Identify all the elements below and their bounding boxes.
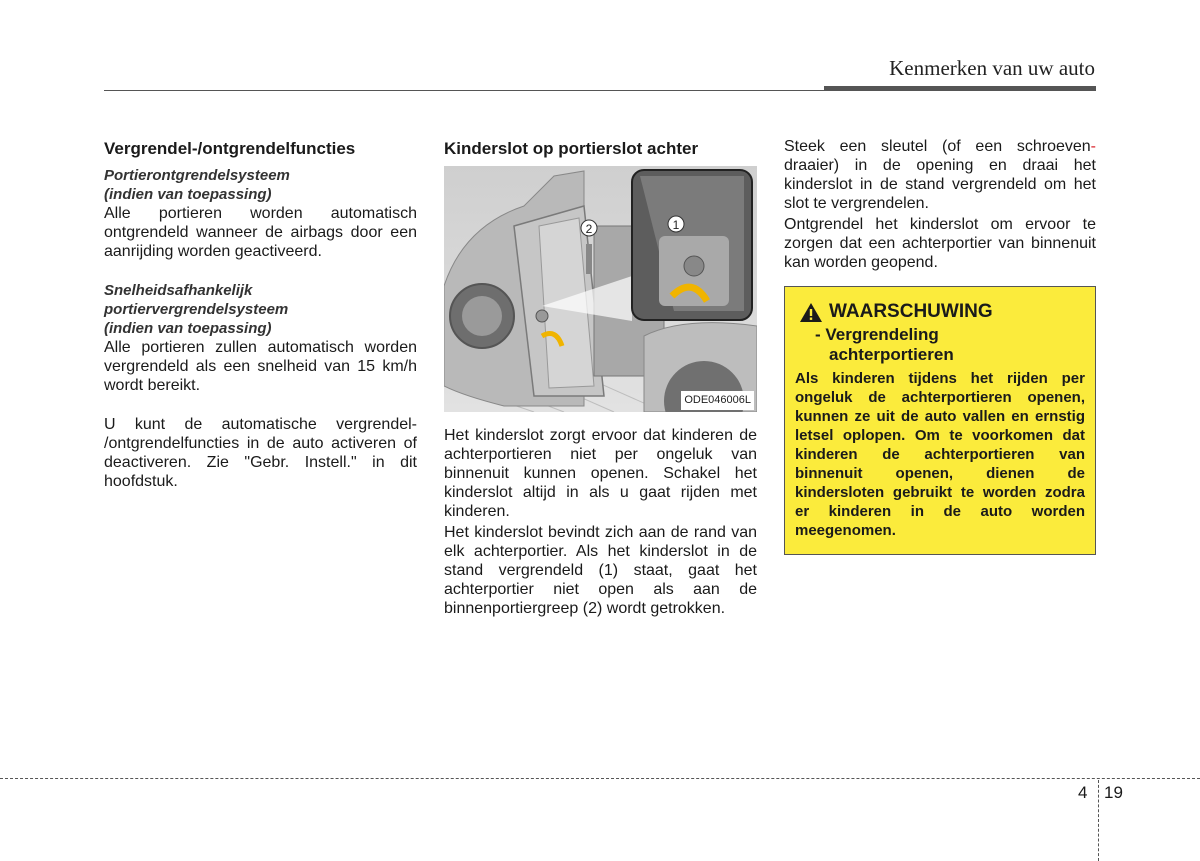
paragraph: Alle portieren zullen automatisch worden vergrendeld als een snelheid van 15 km/h wordt bereikt. [104, 339, 417, 394]
header-rule-accent [824, 86, 1096, 91]
warning-subtitle-cont: achterportieren [829, 345, 954, 364]
column-child-lock [444, 138, 757, 618]
hyphen-mark: - [1090, 138, 1096, 155]
page-number: 19 [1104, 783, 1123, 802]
warning-title-text: WAARSCHUWING [829, 301, 993, 322]
subsection-note: (indien van toepassing) [104, 320, 272, 337]
subsection-title: Snelheidsafhankelijk [104, 282, 253, 299]
warning-triangle-icon [799, 302, 823, 323]
paragraph: Ontgrendel het kinderslot om ervoor te zorgen dat een achterportier van binnenuit kan worden geopend. [784, 216, 1096, 271]
paragraph-text: Steek een sleutel (of een schroeven [784, 138, 1091, 155]
warning-subtitle: - Vergrendeling [815, 325, 939, 344]
paragraph [784, 137, 1096, 213]
warning-box [784, 286, 1096, 555]
column-locking-functions [104, 138, 417, 491]
subsection-title: Portierontgrendelsysteem [104, 167, 290, 184]
column-instructions [784, 137, 1096, 555]
figure-code: ODE046006L [681, 391, 754, 410]
car-door-drawing [444, 166, 757, 412]
callout-2: 2 [585, 222, 593, 236]
child-lock-illustration [444, 166, 757, 412]
paragraph: U kunt de automatische vergrendel- /ontgrendelfuncties in de auto activeren of deactiveren. Zie "Gebr. Instell." in dit hoofdstuk. [104, 416, 417, 490]
subsection-title-cont: portiervergrendelsysteem [104, 301, 289, 318]
paragraph: Alle portieren worden automatisch ontgrendeld wanneer de airbags door een aanrijding worden geactiveerd. [104, 205, 417, 260]
page-header-title: Kenmerken van uw auto [889, 56, 1095, 80]
paragraph: Het kinderslot zorgt ervoor dat kinderen de achterportieren niet per ongeluk van binnenuit kunnen openen. Schakel het kinderslot altijd in als u gaat rijden met kinderen. [444, 427, 757, 520]
section-heading: Vergrendel-/ontgrendelfuncties [104, 139, 356, 158]
warning-title [795, 301, 1085, 323]
callout-1: 1 [672, 218, 680, 232]
warning-body: Als kinderen tijdens het rijden per ongeluk de achterportieren openen, kunnen ze uit de auto vallen en ernstig letsel oplopen. Om te voorkomen dat kinderen de achterportieren van binnenuit openen, dienen de kindersloten gebruikt te worden zodra er kinderen in de auto worden meegenomen. [795, 370, 1085, 539]
footer-divider [1098, 780, 1099, 861]
paragraph: Het kinderslot bevindt zich aan de rand van elk achterportier. Als het kinderslot in de stand vergrendeld (1) staat, gaat het achterportier niet open als aan de binnenportiergreep (2) wordt getrokken. [444, 524, 757, 617]
paragraph-text-cont: draaier) in de opening en draai het kinderslot in de stand vergrendeld om het slot te vergrendelen. [784, 157, 1096, 212]
subsection-note: (indien van toepassing) [104, 186, 272, 203]
chapter-number: 4 [1078, 783, 1088, 802]
header-rule [104, 90, 824, 91]
section-heading: Kinderslot op portierslot achter [444, 139, 699, 158]
footer-rule [0, 778, 1200, 779]
